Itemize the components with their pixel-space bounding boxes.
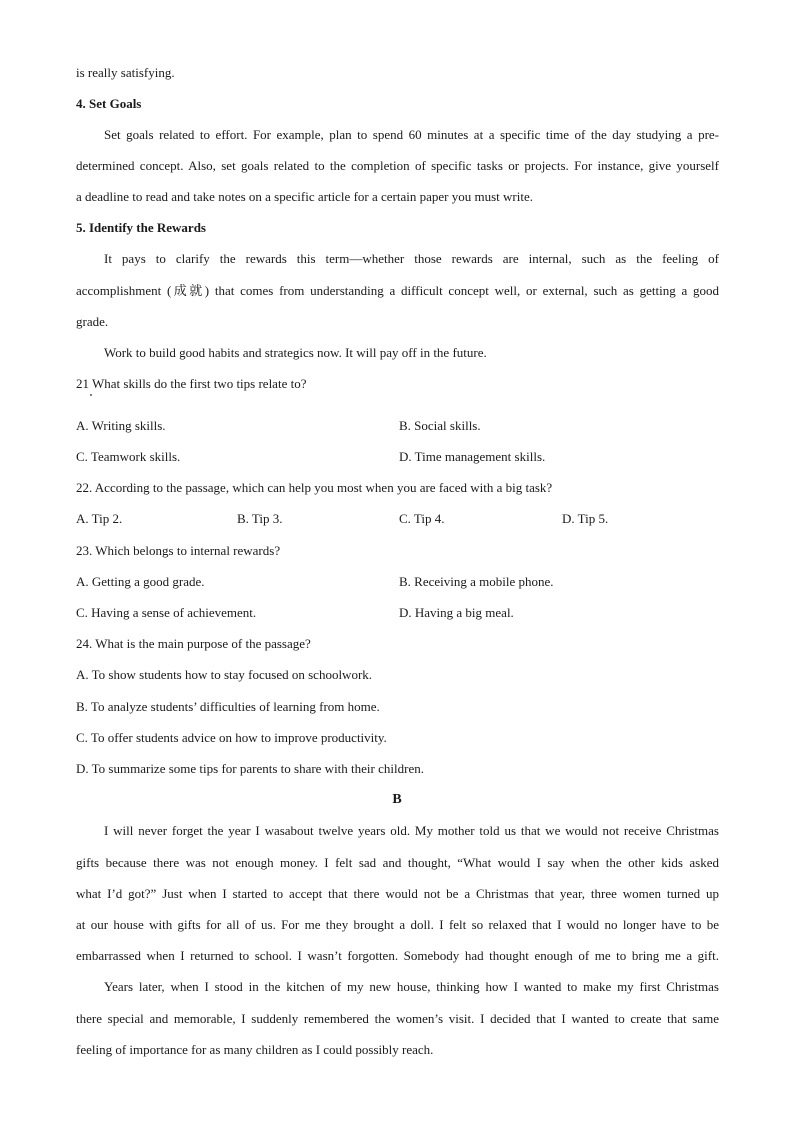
paragraph-line: determined concept. Also, set goals related to the completion of specific tasks or projects. For instance, give yourself xyxy=(76,158,719,173)
paragraph-line: It pays to clarify the rewards this term—whether those rewards are internal, such as the feeling of xyxy=(104,251,719,266)
option-b: B. Social skills. xyxy=(399,418,481,433)
option-d: D. Tip 5. xyxy=(562,511,609,526)
option-b: B. Receiving a mobile phone. xyxy=(399,574,554,589)
question-stem: 22. According to the passage, which can help you most when you are faced with a big task? xyxy=(76,480,553,495)
option-d: D. To summarize some tips for parents to share with their children. xyxy=(76,761,424,776)
paragraph-line: Set goals related to effort. For example, plan to spend 60 minutes at a specific time of the day studying a pre- xyxy=(104,127,719,142)
paragraph-line: grade. xyxy=(76,314,109,329)
paragraph-line: what I’d got?” Just when I started to accept that there would not be a Christmas that year, three women turned up xyxy=(76,886,719,901)
paragraph-line: a deadline to read and take notes on a specific article for a certain paper you must write. xyxy=(76,189,533,204)
paragraph-line: Years later, when I stood in the kitchen of my new house, thinking how I wanted to make my first Christmas xyxy=(104,979,719,994)
question-stem: 21 What skills do the first two tips relate to? xyxy=(76,376,307,391)
paragraph-line: Work to build good habits and strategics now. It will pay off in the future. xyxy=(104,345,487,360)
section-heading-identify-rewards: 5. Identify the Rewards xyxy=(76,220,206,235)
paragraph-line: feeling of importance for as many children as I could possibly reach. xyxy=(76,1042,434,1057)
option-a: A. Tip 2. xyxy=(76,511,123,526)
paragraph-line: accomplishment (成就) that comes from understanding a difficult concept well, or external, such as getting a good xyxy=(76,283,719,298)
option-c: C. Tip 4. xyxy=(399,511,445,526)
option-b: B. Tip 3. xyxy=(237,511,283,526)
option-c: C. Teamwork skills. xyxy=(76,449,181,464)
option-a: A. Writing skills. xyxy=(76,418,166,433)
paragraph-line: at our house with gifts for all of us. For me they brought a doll. I felt so relaxed that I would no longer have to be xyxy=(76,917,719,932)
option-a: A. Getting a good grade. xyxy=(76,574,205,589)
section-b-heading: B xyxy=(392,792,402,807)
option-a: A. To show students how to stay focused on schoolwork. xyxy=(76,667,373,682)
paragraph-line: I will never forget the year I wasabout twelve years old. My mother told us that we would not receive Christmas xyxy=(104,823,719,838)
section-heading-set-goals: 4. Set Goals xyxy=(76,96,142,111)
stray-dot xyxy=(90,394,92,396)
text-line: is really satisfying. xyxy=(76,65,175,80)
paragraph-line: gifts because there was not enough money. I felt sad and thought, “What would I say when the other kids asked xyxy=(76,855,719,870)
option-c: C. To offer students advice on how to improve productivity. xyxy=(76,730,387,745)
option-d: D. Time management skills. xyxy=(399,449,546,464)
question-stem: 23. Which belongs to internal rewards? xyxy=(76,543,281,558)
option-d: D. Having a big meal. xyxy=(399,605,514,620)
question-stem: 24. What is the main purpose of the passage? xyxy=(76,636,311,651)
option-c: C. Having a sense of achievement. xyxy=(76,605,257,620)
paragraph-line: embarrassed when I returned to school. I wasn’t forgotten. Somebody had thought enough of me to bring me a gift. xyxy=(76,948,719,963)
option-b: B. To analyze students’ difficulties of learning from home. xyxy=(76,699,380,714)
paragraph-line: there special and memorable, I suddenly remembered the women’s visit. I decided that I wanted to create that same xyxy=(76,1011,719,1026)
